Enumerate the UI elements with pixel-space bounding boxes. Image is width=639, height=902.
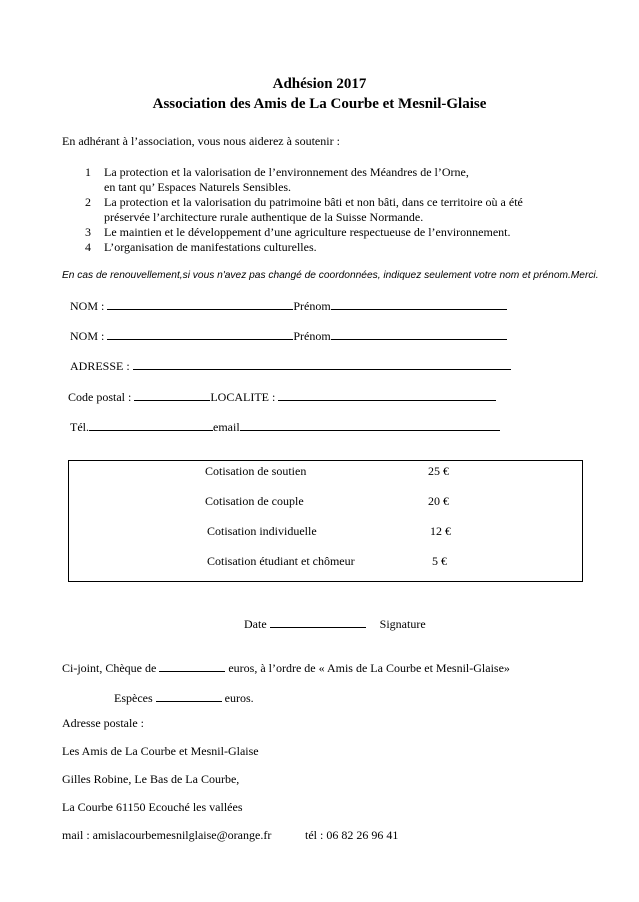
goal-text: préservée l’architecture rurale authentique de la Suisse Normande.: [104, 210, 424, 224]
goal-number: 4: [85, 240, 91, 254]
nom-field[interactable]: [107, 327, 293, 340]
cheque-suffix: euros, à l’ordre de « Amis de La Courbe et Mesnil-Glaise»: [228, 661, 510, 675]
email-field[interactable]: [240, 418, 500, 431]
contact-tel: tél : 06 82 26 96 41: [305, 828, 399, 842]
nom-row-2: [70, 327, 507, 344]
nom-row-1: [70, 297, 507, 314]
intro-text: En adhérant à l’association, vous nous aiderez à soutenir :: [62, 134, 340, 148]
localite-field[interactable]: [278, 388, 496, 401]
goal-number: 2: [85, 195, 91, 209]
nom-label: NOM :: [70, 299, 105, 313]
fee-label: Cotisation de couple: [205, 494, 304, 508]
fee-price: 5 €: [432, 554, 447, 568]
nom-field[interactable]: [107, 297, 293, 310]
postal-line-3: La Courbe 61150 Ecouché les vallées: [62, 800, 243, 814]
form-title: Adhésion 2017: [272, 76, 367, 92]
goal-text: L’organisation de manifestations culturelles.: [104, 240, 317, 254]
form-subtitle: Association des Amis de La Courbe et Mesnil-Glaise: [152, 96, 487, 112]
prenom-label: Prénom: [293, 329, 331, 343]
postal-line-1: Les Amis de La Courbe et Mesnil-Glaise: [62, 744, 259, 758]
adresse-row: [70, 357, 511, 374]
adresse-label: ADRESSE :: [70, 359, 130, 373]
localite-label: LOCALITE :: [210, 390, 276, 404]
cheque-prefix: Ci-joint, Chèque de: [62, 661, 157, 675]
goal-text: La protection et la valorisation de l’environnement des Méandres de l’Orne,: [104, 165, 469, 179]
fee-price: 12 €: [430, 524, 451, 538]
fees-box: [68, 460, 583, 582]
adresse-field[interactable]: [133, 357, 511, 370]
fee-label: Cotisation de soutien: [205, 464, 307, 478]
especes-prefix: Espèces: [114, 691, 153, 705]
tel-label: Tél.: [70, 420, 89, 434]
email-label: email: [213, 420, 240, 434]
prenom-field[interactable]: [331, 327, 507, 340]
cheque-row: [62, 659, 510, 676]
code-postal-field[interactable]: [134, 388, 210, 401]
tel-field[interactable]: [89, 418, 213, 431]
goal-number: 3: [85, 225, 91, 239]
code-postal-label: Code postal :: [68, 390, 132, 404]
goal-number: 1: [85, 165, 91, 179]
nom-label: NOM :: [70, 329, 105, 343]
code-postal-row: [68, 388, 496, 405]
renewal-note: En cas de renouvellement,si vous n'avez pas changé de coordonnées, indiquez seulement votre nom et prénom.Merci.: [62, 270, 599, 281]
tel-row: [70, 418, 500, 435]
postal-line-2: Gilles Robine, Le Bas de La Courbe,: [62, 772, 240, 786]
date-field[interactable]: [270, 615, 366, 628]
goal-text: en tant qu’ Espaces Naturels Sensibles.: [104, 180, 292, 194]
prenom-field[interactable]: [331, 297, 507, 310]
fee-price: 25 €: [428, 464, 449, 478]
prenom-label: Prénom: [293, 299, 331, 313]
postal-heading: Adresse postale :: [62, 716, 144, 730]
especes-row: [114, 689, 254, 706]
signature-label: Signature: [379, 617, 426, 631]
fee-price: 20 €: [428, 494, 449, 508]
especes-suffix: euros.: [224, 691, 254, 705]
especes-amount-field[interactable]: [156, 689, 222, 702]
cheque-amount-field[interactable]: [159, 659, 225, 672]
date-label: Date: [244, 617, 267, 631]
goal-text: Le maintien et le développement d’une agriculture respectueuse de l’environnement.: [104, 225, 511, 239]
goal-text: La protection et la valorisation du patrimoine bâti et non bâti, dans ce territoire où a été: [104, 195, 523, 209]
date-signature-row: [244, 615, 426, 632]
contact-mail: mail : amislacourbemesnilglaise@orange.fr: [62, 828, 272, 842]
fee-label: Cotisation individuelle: [207, 524, 317, 538]
fee-label: Cotisation étudiant et chômeur: [207, 554, 355, 568]
